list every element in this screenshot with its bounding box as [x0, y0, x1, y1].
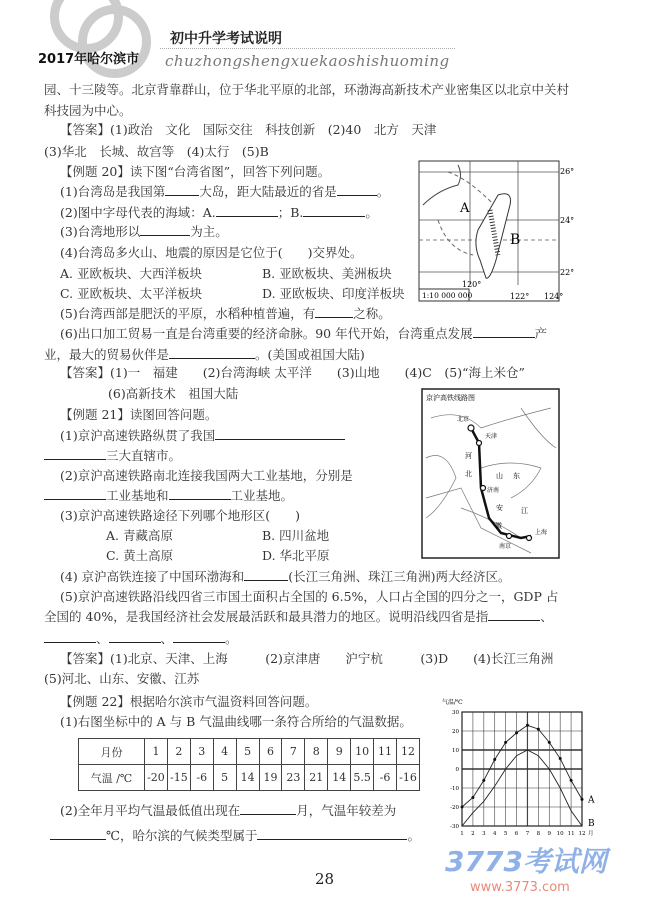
temp-cell: 5 — [213, 765, 236, 791]
month-cell: 4 — [213, 739, 236, 765]
option-a: A. 青藏高原 — [106, 528, 173, 543]
q20-6-cont — [44, 346, 365, 364]
lat-label: 22° — [560, 268, 575, 277]
q-text: 业，最大的贸易伙伴是 — [44, 347, 170, 362]
watermark-logo: 3773考试网 — [445, 845, 607, 878]
page-number: 28 — [315, 870, 335, 888]
month-cell: 5 — [236, 739, 259, 765]
data-point — [461, 806, 464, 809]
q21-2-cont — [44, 487, 293, 505]
x-tick-label: 5 — [503, 831, 508, 837]
example-21-title: 【例题 21】读图回答问题。 — [60, 407, 218, 422]
example-20-title: 【例题 20】读下图“台湾省图”，回答下列问题。 — [60, 164, 331, 179]
province-label: 安 — [496, 504, 503, 512]
temperature-chart — [440, 696, 612, 841]
q21-5-cont — [44, 608, 553, 626]
month-cell: 11 — [374, 739, 397, 765]
q21-5: (5)京沪高速铁路沿线四省三市国土面积占全国的 6.5%，人口占全国的四分之一，GDP 占 — [60, 589, 559, 604]
q-text: 。 — [225, 631, 238, 646]
x-axis-label: 月 — [588, 831, 594, 837]
row-header: 月份 — [79, 739, 145, 765]
lon-label: 122° — [510, 292, 530, 301]
blank — [44, 630, 96, 643]
data-point — [537, 728, 540, 731]
lat-label: 26° — [560, 167, 575, 176]
q20-5 — [60, 305, 391, 323]
y-axis-label: 气温/℃ — [442, 699, 463, 706]
city-label: 北京 — [457, 416, 470, 423]
blank — [173, 630, 225, 643]
month-cell: 2 — [167, 739, 190, 765]
option-a: A. 亚欧板块、大西洋板块 — [60, 266, 202, 281]
option-b: B. 亚欧板块、美洲板块 — [262, 266, 392, 281]
x-tick-label: 7 — [525, 831, 530, 837]
q20-2 — [60, 204, 378, 222]
x-tick-label: 1 — [460, 831, 464, 837]
answer-21-cont: (5)河北、山东、安徽、江苏 — [44, 671, 200, 686]
q-text: (1)台湾岛是我国第 — [60, 184, 166, 199]
q-text: (4) 京沪高铁连接了中国环渤海和 — [60, 569, 245, 584]
map-title: 京沪高铁线路图 — [426, 394, 475, 402]
lon-label: 124° — [544, 292, 564, 301]
blank — [109, 630, 161, 643]
q21-1 — [60, 427, 345, 445]
blank — [215, 427, 345, 440]
data-point — [548, 741, 551, 744]
q-text: 之称。 — [353, 306, 391, 321]
q-text: 产 — [534, 326, 548, 341]
railway-map — [421, 388, 561, 560]
text-line: 科技园为中心。 — [44, 103, 132, 118]
header-title: 初中升学考试说明 — [170, 31, 282, 47]
option-c: C. 黄土高原 — [106, 548, 174, 563]
blank — [216, 204, 278, 217]
q22-2 — [60, 802, 396, 820]
header-year: 2017年哈尔滨市 — [38, 52, 140, 67]
y-tick-label: -20 — [450, 805, 459, 811]
q-text: 、 — [96, 631, 109, 646]
answer-21: 【答案】(1)北京、天津、上海 (2)京津唐 沪宁杭 (3)D (4)长江三角洲 — [60, 651, 554, 666]
q20-6 — [60, 325, 547, 343]
q-text: 。 — [376, 184, 390, 199]
temp-cell: 14 — [236, 765, 259, 791]
month-cell: 12 — [396, 739, 419, 765]
x-tick-label: 9 — [547, 831, 552, 837]
city-label: 济南 — [487, 487, 500, 494]
blank — [169, 346, 255, 359]
temp-cell: 19 — [259, 765, 282, 791]
y-tick-label: 30 — [452, 710, 459, 716]
taiwan-map — [418, 160, 575, 306]
q-text: (2)全年月平均气温最低值出现在 — [60, 803, 241, 818]
city-label: 上海 — [535, 529, 548, 536]
blank — [244, 568, 288, 581]
row-header: 气温 /℃ — [79, 765, 145, 791]
blank — [50, 827, 106, 840]
y-tick-label: -10 — [450, 786, 459, 792]
header-divider — [160, 48, 455, 49]
data-point — [471, 796, 474, 799]
blank — [315, 305, 353, 318]
q-text: 月，气温年较差为 — [296, 803, 397, 818]
option-d: D. 亚欧板块、印度洋板块 — [262, 286, 405, 301]
temp-cell: 23 — [282, 765, 305, 791]
month-cell: 6 — [259, 739, 282, 765]
data-point — [482, 779, 485, 782]
blank — [44, 447, 106, 460]
q20-1 — [60, 183, 389, 201]
q-text: 、 — [160, 631, 174, 646]
temp-cell: 14 — [328, 765, 351, 791]
y-tick-label: -30 — [450, 824, 459, 830]
blank — [169, 487, 231, 500]
header-pinyin: chuzhongshengxuekaoshishuoming — [165, 52, 450, 70]
x-tick-label: 11 — [567, 831, 575, 837]
blank — [303, 204, 365, 217]
answer-20-cont: (6)高新技术 祖国大陆 — [108, 386, 239, 401]
q-text: 工业基地。 — [230, 488, 294, 503]
q-text: 三大直辖市。 — [106, 448, 182, 463]
map-label-a: A — [460, 201, 470, 216]
data-point — [570, 779, 573, 782]
q21-5-blanks — [44, 630, 238, 648]
x-tick-label: 4 — [492, 831, 497, 837]
province-label: 徽 — [495, 522, 502, 530]
month-cell: 8 — [305, 739, 328, 765]
blank — [257, 827, 407, 840]
example-22-title: 【例题 22】根据哈尔滨市气温资料回答问题。 — [60, 694, 318, 709]
q20-3 — [60, 223, 228, 241]
option-b: B. 四川盆地 — [262, 528, 330, 543]
q-text: 。 — [407, 828, 420, 843]
x-tick-label: 2 — [471, 831, 475, 837]
decor-circle — [78, 5, 151, 78]
province-label: 东 — [513, 472, 520, 480]
q-text: 大岛，距大陆最近的省是 — [199, 184, 337, 199]
q21-2: (2)京沪高速铁路南北连接我国两大工业基地，分别是 — [60, 468, 353, 483]
temp-cell: -20 — [145, 765, 168, 791]
x-tick-label: 10 — [556, 831, 564, 837]
temp-cell: 5.5 — [351, 765, 374, 791]
lat-label: 24° — [560, 216, 575, 225]
blank — [240, 802, 296, 815]
q-text: 。(美国或祖国大陆) — [255, 347, 365, 362]
blank — [140, 223, 190, 236]
temperature-table — [78, 738, 420, 791]
x-tick-label: 12 — [578, 831, 586, 837]
q-text: 为主。 — [190, 224, 228, 239]
q-text: (6)出口加工贸易一直是台湾重要的经济命脉。90 年代开始，台湾重点发展 — [60, 326, 473, 341]
blank — [488, 608, 540, 621]
province-label: 北 — [465, 470, 472, 478]
q-text: (1)京沪高速铁路纵贯了我国 — [60, 428, 216, 443]
lon-label: 120° — [462, 280, 482, 289]
q-text: (5)台湾西部是肥沃的平原，水稻种植普遍，有 — [60, 306, 316, 321]
x-tick-label: 6 — [514, 831, 519, 837]
q21-3: (3)京沪高速铁路途径下列哪个地形区( ) — [60, 508, 300, 523]
month-cell: 10 — [351, 739, 374, 765]
province-label: 山 — [496, 472, 503, 480]
q-text: 全国的 40%，是我国经济社会发展最活跃和最具潜力的地区。说明沿线四省是指 — [44, 609, 489, 624]
y-tick-label: 20 — [452, 729, 459, 735]
text-line: 园、十三陵等。北京背靠群山，位于华北平原的北部，环渤海高新技术产业密集区以北京中关村 — [44, 82, 570, 97]
temp-cell: -16 — [396, 765, 419, 791]
q-text: (长江三角洲、珠江三角洲)两大经济区。 — [288, 569, 511, 584]
data-point — [559, 757, 562, 760]
q20-4: (4)台湾岛多火山、地震的原因是它位于( )交界处。 — [60, 245, 363, 260]
table-row — [79, 739, 420, 765]
q-text: 。 — [365, 205, 378, 220]
q-text: (2)图中字母代表的海域：A. — [60, 205, 216, 220]
data-point — [581, 798, 584, 801]
province-label: 江 — [521, 507, 528, 515]
temp-cell: -6 — [190, 765, 213, 791]
q22-2-cont — [50, 827, 420, 845]
y-tick-label: 0 — [455, 767, 459, 773]
map-scale: 1:10 000 000 — [422, 291, 473, 300]
month-cell: 3 — [190, 739, 213, 765]
q-text: 工业基地和 — [106, 488, 169, 503]
option-d: D. 华北平原 — [262, 548, 330, 563]
q22-1: (1)右图坐标中的 A 与 B 气温曲线哪一条符合所给的气温数据。 — [60, 714, 412, 729]
table-row — [79, 765, 420, 791]
blank — [44, 487, 106, 500]
option-c: C. 亚欧板块、太平洋板块 — [60, 286, 203, 301]
q21-4 — [60, 568, 510, 586]
data-point — [515, 731, 518, 734]
answer-19: 【答案】(1)政治 文化 国际交往 科技创新 (2)40 北方 天津 — [60, 122, 437, 137]
blank — [473, 325, 535, 338]
map-label-b: B — [510, 232, 521, 248]
q-text: (3)台湾地形以 — [60, 224, 141, 239]
blank — [165, 183, 199, 196]
y-tick-label: 10 — [452, 748, 459, 754]
x-tick-label: 8 — [536, 831, 541, 837]
data-point — [504, 741, 507, 744]
answer-20: 【答案】(1)一 福建 (2)台湾海峡 太平洋 (3)山地 (4)C (5)“海上米仓” — [60, 365, 525, 380]
city-label: 天津 — [485, 433, 498, 440]
province-label: 河 — [465, 452, 472, 460]
q-text: ；B. — [277, 205, 304, 220]
series-label: A — [588, 795, 595, 806]
q-text: 、 — [540, 609, 553, 624]
blank — [337, 183, 377, 196]
month-cell: 7 — [282, 739, 305, 765]
q21-1-cont — [44, 447, 181, 465]
temp-cell: 21 — [305, 765, 328, 791]
temp-cell: -6 — [374, 765, 397, 791]
data-point — [526, 724, 529, 727]
q-text: ℃，哈尔滨的气候类型属于 — [106, 828, 258, 843]
month-cell: 1 — [145, 739, 168, 765]
series-label: B — [588, 819, 595, 829]
watermark-url: www.3773.com — [470, 880, 570, 895]
data-point — [493, 758, 496, 761]
x-tick-label: 3 — [482, 831, 486, 837]
city-label: 南京 — [499, 543, 512, 550]
month-cell: 9 — [328, 739, 351, 765]
answer-19-cont: (3)华北 长城、故宫等 (4)太行 (5)B — [44, 144, 269, 159]
temp-cell: -15 — [167, 765, 190, 791]
series-line-A — [462, 725, 582, 807]
